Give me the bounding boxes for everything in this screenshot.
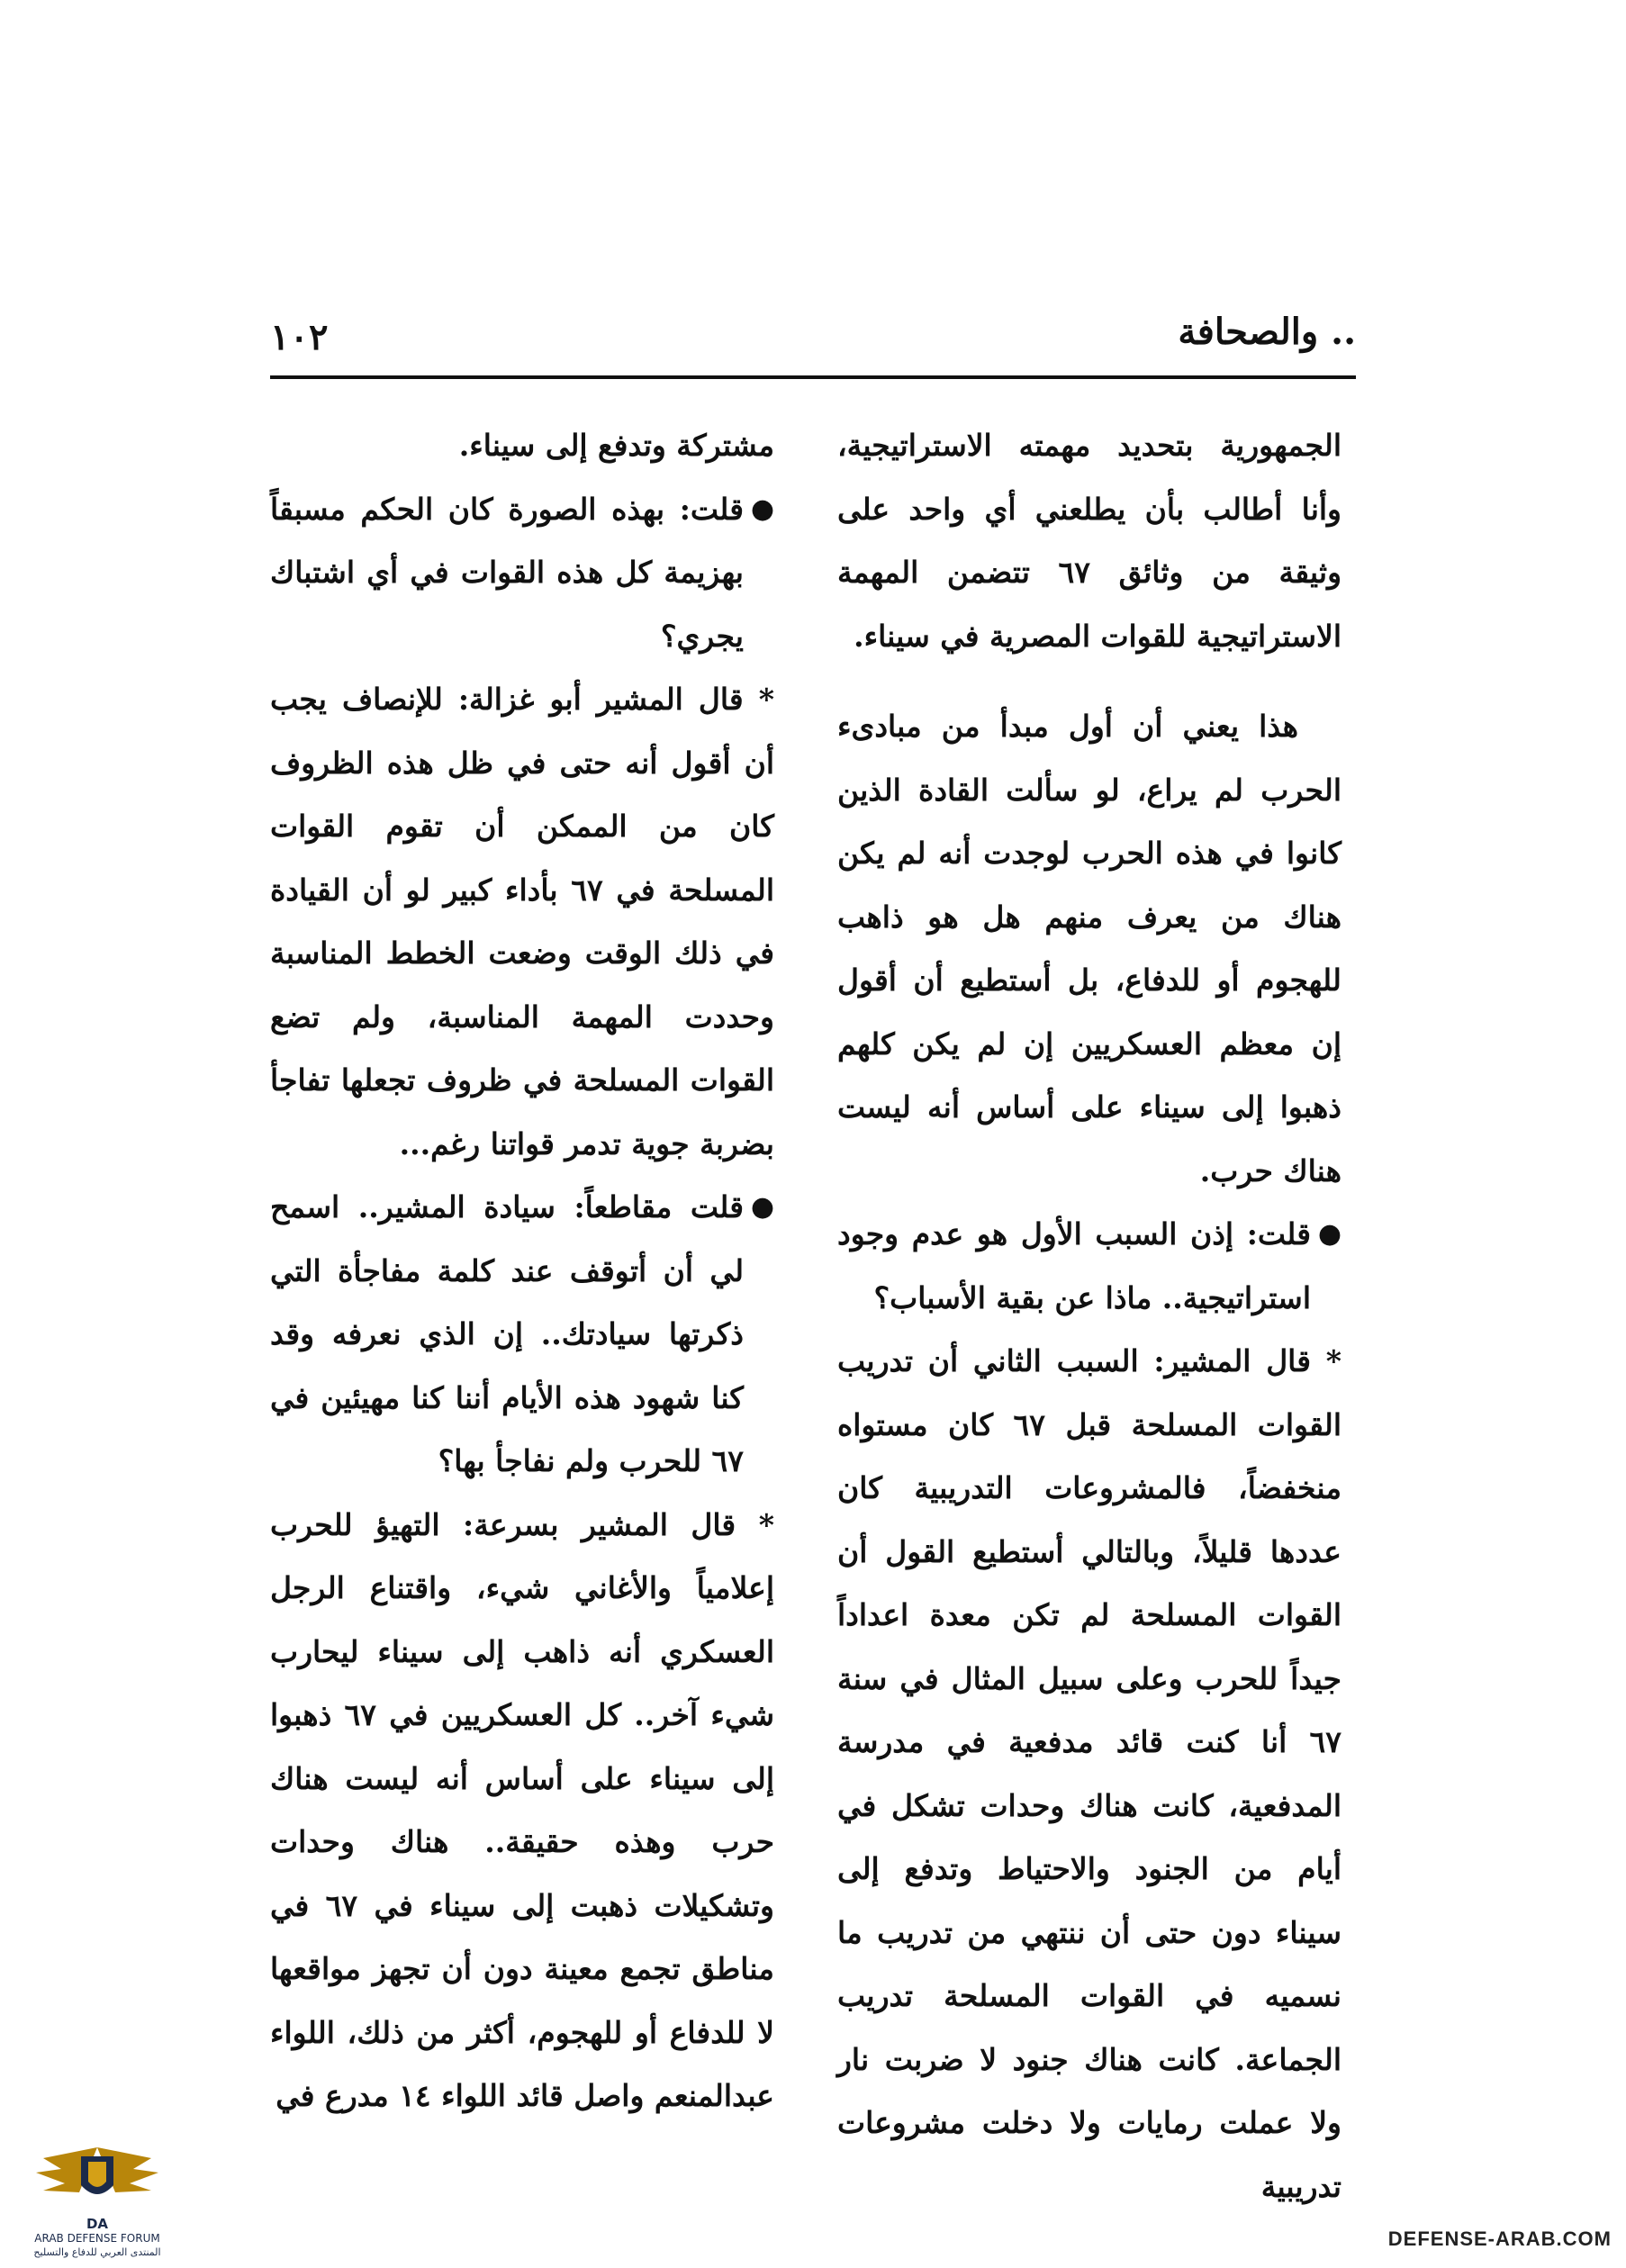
paragraph: الجمهورية بتحديد مهمته الاستراتيجية، وأنا أطالب بأن يطلعني أي واحد على وثيقة من وثائق ٦٧ تتضمن المهمة الاستراتيجية للقوات المصرية في سيناء. bbox=[837, 428, 1342, 654]
left-text-column bbox=[270, 414, 774, 2113]
page-number: ١٠٢ bbox=[270, 316, 329, 358]
question-text: قلت: إذن السبب الأول هو عدم وجود استراتيجية.. ماذا عن بقية الأسباب؟ bbox=[837, 1216, 1311, 1315]
answer-paragraph: * قال المشير: السبب الثاني أن تدريب القوات المسلحة قبل ٦٧ كان مستواه منخفضاً، فالمشروعات التدريبية كان عددها قليلاً، وبالتالي أستطيع القول أن القوات المسلحة لم تكن معدة اعداداً جيداً للحرب وعلى سبيل المثال في سنة ٦٧ أنا كنت قائد مدفعية في مدرسة المدفعية، كانت هناك وحدات تشكل في أيام من الجنود والاحتياط وتدفع إلى سيناء دون حتى أن ننتهي من تدريب ما نسميه في القوات المسلحة تدريب الجماعة. كانت هناك جنود لا ضربت نار ولا عملت رمايات ولا دخلت مشروعات تدريبية bbox=[837, 1343, 1341, 2204]
forum-logo bbox=[25, 2138, 169, 2264]
question-text: قلت مقاطعاً: سيادة المشير.. اسمح لي أن أتوقف عند كلمة مفاجأة التي ذكرتها سيادتك.. إن الذي نعرفه وقد كنا شهود هذه الأيام أننا كنا مهيئين في ٦٧ للحرب ولم نفاجأ بها؟ bbox=[270, 1189, 744, 1478]
question-paragraph bbox=[270, 478, 774, 669]
bullet-icon: ● bbox=[1317, 1218, 1341, 1250]
paragraph: هذا يعني أن أول مبدأ من مبادىء الحرب لم يراع، لو سألت القادة الذين كانوا في هذه الحرب لوجدت أنه لم يكن هناك من يعرف منهم هل هو ذاهب للهجوم أو للدفاع، بل أستطيع أن أقول إن معظم العسكريين إن لم يكن كلهم ذهبوا إلى سيناء على أساس أنه ليست هناك حرب. bbox=[837, 709, 1341, 1188]
site-watermark: DEFENSE-ARAB.COM bbox=[1387, 2227, 1612, 2250]
running-header bbox=[270, 311, 1356, 374]
wings-shield-icon bbox=[25, 2138, 169, 2219]
logo-letters: DA bbox=[86, 2216, 109, 2232]
answer-paragraph: * قال المشير أبو غزالة: للإنصاف يجب أن أقول أنه حتى في ظل هذه الظروف كان من الممكن أن تقوم القوات المسلحة في ٦٧ بأداء كبير لو أن القيادة في ذلك الوقت وضعت الخطط المناسبة وحددت المهمة المناسبة، ولم تضع القوات المسلحة في ظروف تجعلها تفاجأ بضربة جوية تدمر قواتنا رغم... bbox=[270, 682, 774, 1161]
logo-name-en: ARAB DEFENSE FORUM bbox=[34, 2232, 160, 2245]
right-text-column bbox=[837, 414, 1342, 2204]
logo-name-ar: المنتدى العربي للدفاع والتسليح bbox=[33, 2246, 161, 2258]
paragraph: مشتركة وتدفع إلى سيناء. bbox=[458, 428, 774, 463]
header-title: .. والصحافة bbox=[1178, 311, 1356, 353]
answer-paragraph: * قال المشير بسرعة: التهيؤ للحرب إعلامياً والأغاني شيء، واقتناع الرجل العسكري أنه ذاهب إلى سيناء ليحارب شيء آخر.. كل العسكريين في ٦٧ ذهبوا إلى سيناء على أساس أنه ليست هناك حرب وهذه حقيقة.. هناك وحدات وتشكيلات ذهبت إلى سيناء في ٦٧ في مناطق تجمع معينة دون أن تجهز مواقعها لا للدفاع أو للهجوم، أكثر من ذلك، اللواء عبدالمنعم واصل قائد اللواء ١٤ مدرع في bbox=[270, 1506, 774, 2113]
header-rule bbox=[270, 375, 1356, 379]
bullet-icon: ● bbox=[750, 492, 774, 525]
bullet-icon: ● bbox=[750, 1191, 774, 1223]
question-paragraph bbox=[837, 1203, 1341, 1330]
question-paragraph bbox=[270, 1176, 774, 1494]
question-text: قلت: بهذه الصورة كان الحكم مسبقاً بهزيمة كل هذه القوات في أي اشتباك يجري؟ bbox=[270, 491, 744, 654]
